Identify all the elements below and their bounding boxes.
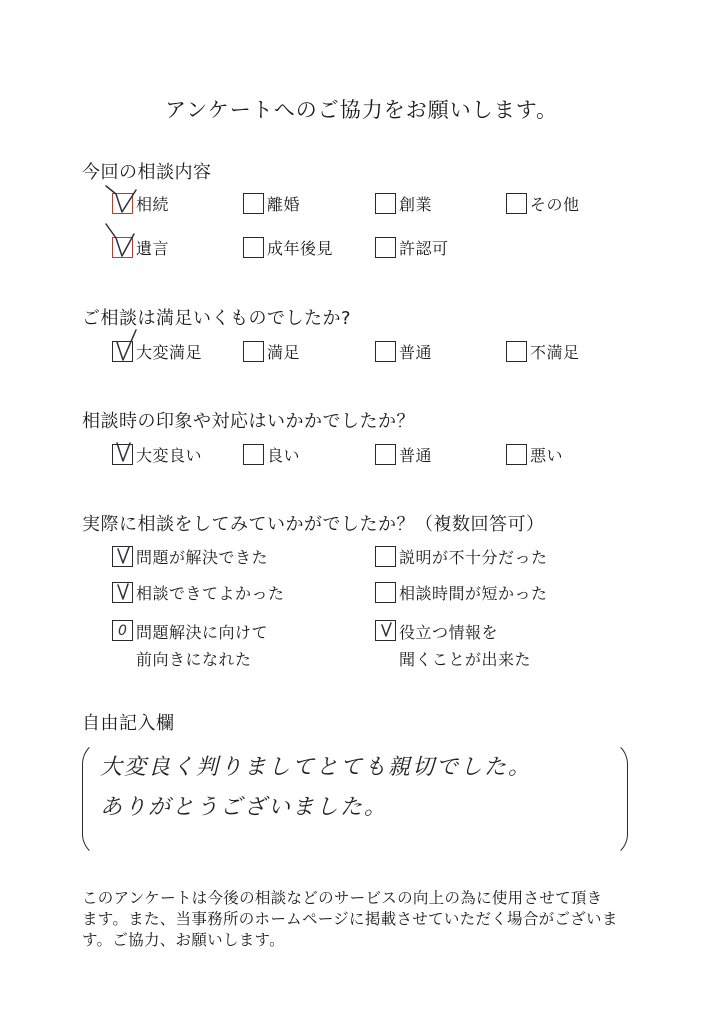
option-label: 創業 [399,195,433,214]
option-very-satisfied[interactable] [112,340,202,363]
option-label: 大変満足 [136,343,203,362]
checkbox[interactable] [112,620,133,641]
checkbox[interactable] [243,444,264,465]
check-mark-icon [114,336,144,366]
option-label: 遺言 [136,239,170,258]
check-mark-icon [377,615,403,643]
option-label: 役立つ情報を [399,623,499,642]
option-dissatisfied[interactable] [506,340,580,363]
option-label: 普通 [399,343,433,362]
option-good[interactable] [243,443,300,466]
check-mark-icon [114,577,140,605]
check-mark-icon [114,232,140,260]
footer-line: す。ご協力、お願いします。 [82,931,285,949]
option-label: 相続 [136,195,170,214]
checkbox[interactable] [112,341,133,362]
footer-line: ます。また、当事務所のホームページに掲載させていただく場合がございま [82,910,618,928]
option-label: 普通 [399,446,433,465]
option-problem-solved[interactable] [112,545,268,568]
question-satisfaction: ご相談は満足いくものでしたか? [82,308,352,329]
option-adult-guardianship[interactable] [243,236,333,259]
checkbox[interactable] [375,546,396,567]
option-positive[interactable] [112,620,268,670]
option-label: 説明が不十分だった [399,548,548,567]
checkbox[interactable] [112,193,133,214]
option-label: 相談時間が短かった [399,584,548,603]
option-insufficient-explanation[interactable] [375,545,548,568]
checkbox[interactable] [506,341,527,362]
option-very-good[interactable] [112,443,202,466]
option-bad[interactable] [506,443,563,466]
checkbox[interactable] [112,444,133,465]
option-useful-info[interactable] [375,620,531,670]
page-title: アンケートへのご協力をお願いします。 [164,98,559,122]
option-divorce[interactable] [243,192,300,215]
option-label: 許認可 [399,239,449,258]
option-inheritance[interactable] [112,192,169,215]
checkbox[interactable] [112,237,133,258]
check-mark-icon [114,541,140,569]
footer-line: このアンケートは今後の相談などのサービスの向上の為に使用させて頂き [82,889,603,907]
checkbox[interactable] [243,193,264,214]
checkbox[interactable] [375,620,396,641]
check-mark-icon [114,188,140,216]
option-will[interactable] [112,236,169,259]
option-satisfied[interactable] [243,340,300,363]
box-mark: 0 [118,622,127,639]
free-entry-line-2: ありがとうございました。 [100,795,389,820]
option-label: 離婚 [267,195,301,214]
option-label: 不満足 [530,343,580,362]
checkbox[interactable] [112,582,133,603]
option-label: 成年後見 [267,239,334,258]
option-label: 問題が解決できた [136,548,269,567]
checkbox[interactable] [375,582,396,603]
option-other[interactable] [506,192,580,215]
check-mark-icon [114,439,140,467]
question-impression: 相談時の印象や対応はいかかでしたか？ [82,411,415,432]
checkbox[interactable] [375,444,396,465]
option-permits[interactable] [375,236,449,259]
option-label-line2: 前向きになれた [136,650,252,669]
option-startup[interactable] [375,192,432,215]
checkbox[interactable] [112,546,133,567]
question-result: 実際に相談をしてみていかがでしたか？（複数回答可） [82,514,545,535]
question-consultation-type: 今回の相談内容 [82,162,212,183]
free-entry-line-1: 大変良く判りましてとても親切でした。 [100,755,533,780]
checkbox[interactable] [375,237,396,258]
option-glad-consulted[interactable] [112,581,285,604]
option-label: 良い [267,446,301,465]
option-normal[interactable] [375,443,432,466]
option-normal[interactable] [375,340,432,363]
footer-note [82,888,642,951]
option-short-time[interactable] [375,581,548,604]
option-label: 悪い [530,446,564,465]
option-label: 満足 [267,343,301,362]
checkbox[interactable] [375,341,396,362]
free-entry-heading: 自由記入欄 [82,713,175,734]
checkbox[interactable] [243,237,264,258]
checkbox[interactable] [375,193,396,214]
checkbox[interactable] [243,341,264,362]
option-label: 相談できてよかった [136,584,285,603]
option-label: 大変良い [136,446,203,465]
option-label: その他 [530,195,580,214]
option-label: 問題解決に向けて [136,623,269,642]
option-label-line2: 聞くことが出来た [399,650,532,669]
checkbox[interactable] [506,193,527,214]
checkbox[interactable] [506,444,527,465]
